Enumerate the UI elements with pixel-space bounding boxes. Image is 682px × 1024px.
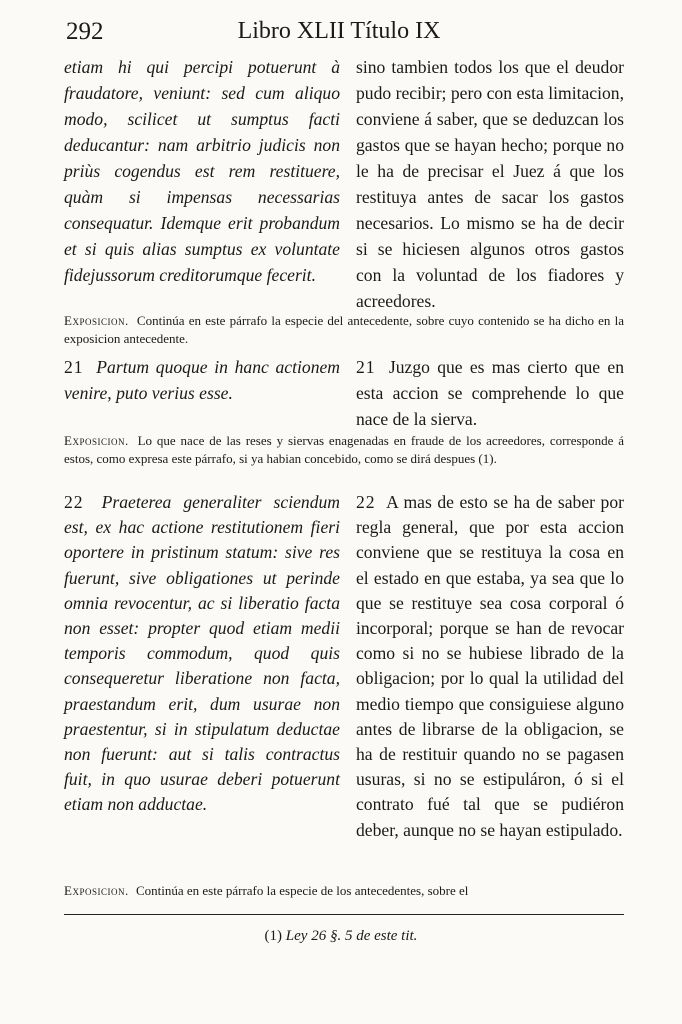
page-number: 292 — [66, 18, 104, 45]
footnote-rule — [64, 914, 624, 915]
paragraph-number: 21 — [64, 357, 84, 377]
spanish-text: sino tambien todos los que el deudor pudo recibir; pero con esta limitacion, conviene á saber, que se deduzcan los gastos que se hayan hecho; porque no le ha de precisar el Juez á que los restituya antes de sacar los gastos necesarios. Lo mismo se ha de decir si se hiciesen algunos otros gastos con la voluntad de los fiadores y acreedores. — [356, 57, 624, 311]
exposicion-note — [64, 432, 624, 468]
spanish-column — [356, 354, 624, 432]
exposicion-note — [64, 882, 624, 900]
exposicion-note — [64, 312, 624, 348]
exposicion-text: Continúa en este párrafo la especie de los antecedentes, sobre el — [135, 883, 469, 898]
page-header — [66, 16, 612, 52]
text-pair-21 — [64, 354, 626, 434]
paragraph-number: 21 — [356, 357, 376, 377]
footnote-marker: (1) — [264, 928, 283, 944]
spanish-column — [356, 54, 624, 314]
latin-text: etiam hi qui percipi potuerunt à fraudatore, veniunt: sed cum aliquo modo, scilicet ut sumptus facti deducantur: nam arbitrio judicis non priùs cogendus est rem restituere, quàm si impensas necessarias consequatur. Idemque erit probandum et si quis alias sumptus ex voluntate fidejussorum creditorumque fecerit. — [64, 57, 340, 285]
exposicion-label: Exposicion. — [64, 433, 129, 448]
paragraph-number: 22 — [64, 492, 84, 512]
spanish-text: A mas de esto se ha de saber por regla general, que por esta accion conviene que se restituya la cosa en el estado en que estaba, ya sea que lo que se restituye sea cosa corporal ó incorporal; porque se han de revocar como si no se hubiese librado de la obligacion; por lo qual la utilidad del medio tiempo que consiguiese alguno antes de librarse de la obligacion, se ha de restituir quando no se pagasen usuras, si no se estipuláron, ó si el contrato fué tal que se pudiéron deber, aunque no se hayan estipulado. — [356, 492, 624, 840]
footnote — [0, 928, 682, 945]
footnote-text: Ley 26 §. 5 de este tit. — [285, 928, 418, 944]
latin-column — [64, 490, 340, 818]
latin-column — [64, 354, 340, 406]
running-head: Libro XLII Título IX — [237, 18, 441, 44]
latin-text: Praeterea generaliter sciendum est, ex hac actione restitutionem fieri oportere in pristinum statum: sive res fuerunt, sive obligationes ut perinde omnia revocentur, ac si liberatio facta non esset: propter quod etiam medii temporis commodum, quod quis consequeretur liberatione non facta, praestandum erit, dum usurae non praestentur, si in stipulatum deductae non fuerunt: aut si talis contractus fuit, in quo usurae deberi potuerunt etiam non adductae. — [64, 492, 340, 815]
spanish-text: Juzgo que es mas cierto que en esta accion se comprehende lo que nace de la sierva. — [356, 357, 624, 429]
paragraph-number: 22 — [356, 492, 376, 512]
spanish-column — [356, 490, 624, 843]
exposicion-text: Lo que nace de las reses y siervas enagenadas en fraude de los acreedores, corresponde á estos, como expresa este párrafo, si ya habian concebido, como se dirá despues (1). — [64, 433, 624, 466]
exposicion-label: Exposicion. — [64, 313, 129, 328]
latin-text: Partum quoque in hanc actionem venire, puto verius esse. — [64, 357, 341, 403]
exposicion-label: Exposicion. — [64, 883, 129, 898]
latin-column — [64, 54, 340, 288]
text-pair-22 — [64, 490, 626, 875]
exposicion-text: Continúa en este párrafo la especie del antecedente, sobre cuyo contenido se ha dicho en la exposicion antecedente. — [64, 313, 625, 346]
text-pair-continuation — [64, 54, 626, 311]
